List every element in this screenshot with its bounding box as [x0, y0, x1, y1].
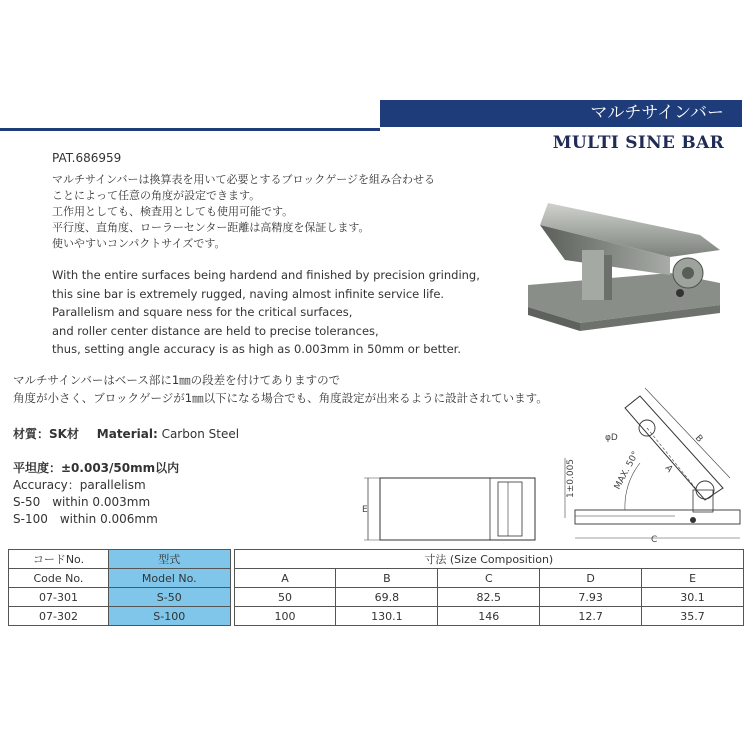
dim-a-label: A: [662, 463, 675, 475]
material-jp: 材質：SK材: [13, 427, 79, 441]
cell-code: 07-302: [9, 607, 109, 626]
spec-table: [8, 549, 744, 626]
cell-b: 69.8: [336, 588, 438, 607]
material-en-value: Carbon Steel: [161, 427, 240, 441]
dim-c-label: C: [651, 535, 658, 545]
header-code-en: Code No.: [9, 569, 109, 588]
accuracy-s100: S-100 within 0.006mm: [13, 512, 158, 526]
cell-b: 130.1: [336, 607, 438, 626]
dim-phi-d-label: φD: [605, 433, 618, 443]
table-header-row-en: [9, 569, 744, 588]
cell-a: 100: [234, 607, 336, 626]
note-jp: [13, 371, 548, 407]
header-model-jp: 型式: [108, 550, 230, 569]
cell-code: 07-301: [9, 588, 109, 607]
cell-c: 146: [438, 607, 540, 626]
accuracy-label: Accuracy：parallelism: [13, 478, 146, 492]
table-row: [9, 588, 744, 607]
header-code-jp: コードNo.: [9, 550, 109, 569]
note-jp-line: マルチサインバーはベース部に1㎜の段差を付けてありますので: [13, 373, 341, 387]
description-jp-line: 平行度、直角度、ローラーセンター距離は高精度を保証します。: [52, 221, 370, 234]
title-en: MULTI SINE BAR: [552, 133, 724, 153]
front-view-drawing: [360, 468, 545, 548]
cell-c: 82.5: [438, 588, 540, 607]
material-en-label: Material:: [96, 427, 158, 441]
dim-step-label: 1±0.005: [566, 458, 576, 498]
description-en-line: With the entire surfaces being hardend and finished by precision grinding,: [52, 268, 480, 282]
dim-e-label: E: [362, 505, 368, 515]
accuracy-s50: S-50 within 0.003mm: [13, 495, 151, 509]
cell-e: 30.1: [642, 588, 744, 607]
dim-max-angle-label: MAX. 50°: [612, 449, 642, 492]
description-jp: [52, 172, 435, 252]
note-jp-line: 角度が小さく、ブロックゲージが1㎜以下になる場合でも、角度設定が出来るように設計されています。: [13, 391, 548, 405]
title-jp: マルチサインバー: [380, 100, 742, 127]
description-jp-line: ことによって任意の角度が設定できます。: [52, 189, 261, 202]
title-rule: [0, 128, 380, 131]
cell-model: S-50: [108, 588, 230, 607]
col-b: B: [336, 569, 438, 588]
col-a: A: [234, 569, 336, 588]
description-jp-line: マルチサインバーは換算表を用いて必要とするブロックゲージを組み合わせる: [52, 173, 436, 186]
description-en: [52, 266, 480, 359]
cell-model: S-100: [108, 607, 230, 626]
description-en-line: Parallelism and square ness for the critical surfaces,: [52, 305, 353, 319]
cell-d: 12.7: [540, 607, 642, 626]
col-e: E: [642, 569, 744, 588]
accuracy-block: [13, 460, 179, 528]
material: [13, 426, 239, 442]
col-d: D: [540, 569, 642, 588]
product-photo: [520, 195, 725, 340]
description-jp-line: 工作用としても、検査用としても使用可能です。: [52, 205, 294, 218]
description-en-line: this sine bar is extremely rugged, naving almost infinite service life.: [52, 286, 445, 301]
header-model-en: Model No.: [108, 569, 230, 588]
table-row: [9, 607, 744, 626]
side-view-drawing: [555, 378, 745, 548]
description-en-line: and roller center distance are held to precise tolerances,: [52, 323, 379, 338]
description-jp-line: 使いやすいコンパクトサイズです。: [52, 237, 226, 250]
flatness-jp: 平坦度：±0.003/50mm以内: [13, 461, 180, 475]
dim-b-label: B: [692, 433, 705, 445]
cell-d: 7.93: [540, 588, 642, 607]
patent-number: PAT.686959: [52, 151, 122, 165]
description-en-line: thus, setting angle accuracy is as high as 0.003mm in 50mm or better.: [52, 342, 462, 356]
col-c: C: [438, 569, 540, 588]
table-header-row-jp: [9, 550, 744, 569]
cell-a: 50: [234, 588, 336, 607]
header-dims: 寸法 (Size Composition): [234, 550, 743, 569]
cell-e: 35.7: [642, 607, 744, 626]
